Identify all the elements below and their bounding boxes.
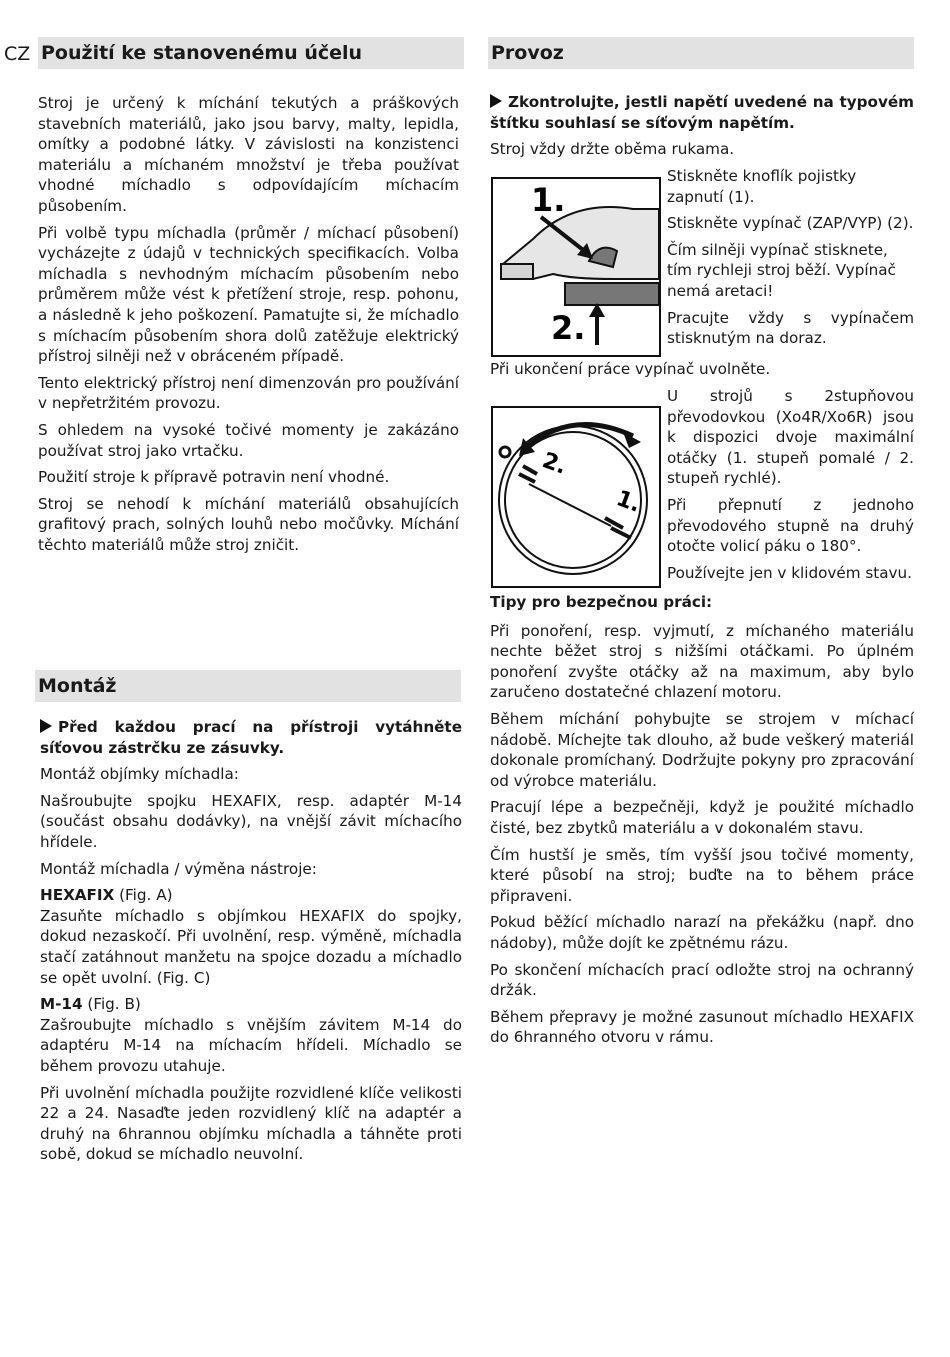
paragraph: Během míchání pohybujte se strojem v míchací nádobě. Míchejte tak dlouho, až bude veškerý materiál dokonale promíchaný. Dodržujte pokyny pro zpracování od výrobce materiálu. <box>490 709 914 790</box>
paragraph: Při ukončení práce vypínač uvolněte. <box>490 360 771 378</box>
intended-use-body <box>38 93 459 561</box>
warning-triangle-icon <box>40 719 52 733</box>
switch-figure <box>491 177 661 357</box>
switch-instructions <box>667 166 914 355</box>
tips-heading: Tipy pro bezpečnou práci: <box>490 593 713 611</box>
figure-label: 1. <box>531 181 566 219</box>
paragraph: Po skončení míchacích prací odložte stroj na ochranný držák. <box>490 960 914 1000</box>
paragraph: Stroj vždy držte oběma rukama. <box>490 140 735 159</box>
paragraph: Tento elektrický přístroj není dimenzován pro používání v nepřetržitém provozu. <box>38 373 459 413</box>
operation-top <box>490 92 914 166</box>
paragraph: Našroubujte spojku HEXAFIX, resp. adaptér M-14 (součást obsahu dodávky), na vnější závit míchacího hřídele. <box>40 791 462 851</box>
paragraph: Během přepravy je možné zasunout míchadlo HEXAFIX do 6hranného otvoru v rámu. <box>490 1007 914 1047</box>
section-heading-intended-use: Použití ke stanovenému účelu <box>38 37 464 69</box>
warning-triangle-icon <box>490 94 502 108</box>
gear-selector-illustration <box>493 408 659 586</box>
paragraph: Zasuňte míchadlo s objímkou HEXAFIX do spojky, dokud nezaskočí. Při uvolnění, resp. výměně, míchadla stačí zatáhnout manžetu na spojce dozadu a míchadlo se opět uvolní. (Fig. C) <box>40 906 462 987</box>
m14-label: M-14 <box>40 995 83 1014</box>
section-heading-assembly: Montáž <box>35 670 461 702</box>
figure-reference: (Fig. B) <box>82 995 141 1014</box>
paragraph: Při volbě typu míchadla (průměr / míchací působení) vycházejte z údajů v technických specifikacích. Volba míchadla s nevhodným míchacím působením nebo průměrem může vést k přetížení stroje, resp. pohonu, a následně k jeho poškození. Pamatujte si, že míchadlo s míchacím působením shora dolů zatěžuje elektrický přístroj silněji než v obráceném případě. <box>38 223 459 366</box>
release-note <box>490 359 914 386</box>
safety-tips <box>490 592 914 1054</box>
paragraph: Při uvolnění míchadla použijte rozvidlené klíče velikosti 22 a 24. Nasaďte jeden rozvidlený klíč na adaptér a druhý na 6hrannou objímku míchadla a táhněte proti sobě, dokud se míchadlo neuvolní. <box>40 1083 462 1164</box>
paragraph: Stiskněte knoflík pojistky zapnutí (1). <box>667 167 857 206</box>
paragraph: Při přepnutí z jednoho převodového stupně na druhý otočte volicí páku o 180°. <box>667 495 914 556</box>
paragraph: Montáž objímky míchadla: <box>40 765 239 784</box>
paragraph: Čím hustší je směs, tím vyšší jsou točivé momenty, které působí na stroj; buďte na to během práce připraveni. <box>490 845 914 905</box>
paragraph: Stiskněte vypínač (ZAP/VYP) (2). <box>667 214 914 233</box>
figure-label: 2. <box>538 448 570 480</box>
paragraph: Stroj je určený k míchání tekutých a práškových stavebních materiálů, jako jsou barvy, malty, lepidla, omítky a podobné látky. V závislosti na konzistenci materiálu a míchaném množství je třeba používat vhodné míchadlo s odpovídajícím míchacím působením. <box>38 94 459 215</box>
paragraph <box>40 885 462 906</box>
switch-illustration <box>493 179 659 355</box>
figure-label: 2. <box>551 309 586 347</box>
paragraph: Stroj se nehodí k míchání materiálů obsahujících grafitový prach, solných louhů nebo močůvky. Míchání těchto materiálů může stroj zničit. <box>38 494 459 554</box>
paragraph: Použití stroje k přípravě potravin není vhodné. <box>38 468 390 487</box>
assembly-body <box>40 717 462 1171</box>
warning-note: Zkontrolujte, jestli napětí uvedené na typovém štítku souhlasí se síťovým napětím. <box>490 93 914 132</box>
paragraph: Montáž míchadla / výměna nástroje: <box>40 859 317 878</box>
paragraph: Pracujte vždy s vypínačem stisknutým na doraz. <box>667 308 914 348</box>
right-column <box>488 37 914 69</box>
figure-reference: (Fig. A) <box>114 886 173 905</box>
paragraph: S ohledem na vysoké točivé momenty je zakázáno používat stroj jako vrtačku. <box>38 420 459 460</box>
paragraph: Pracují lépe a bezpečněji, když je použité míchadlo čisté, bez zbytků materiálu a v dokonalém stavu. <box>490 798 914 837</box>
paragraph: Pokud běžící míchadlo narazí na překážku (např. dno nádoby), může dojít ke zpětnému rázu. <box>490 913 914 952</box>
left-column <box>38 37 464 69</box>
paragraph: Při ponoření, resp. vyjmutí, z míchaného materiálu nechte běžet stroj s nižšími otáčkami. Po úplném ponoření zvyšte otáčky až na maximum, aby bylo zaručeno dostatečné chlazení motoru. <box>490 621 914 702</box>
warning-note: Před každou prací na přístroji vytáhněte síťovou zástrčku ze zásuvky. <box>40 718 462 757</box>
language-code: CZ <box>4 43 31 65</box>
hexafix-label: HEXAFIX <box>40 886 115 905</box>
assembly-section <box>35 670 461 702</box>
section-heading-operation: Provoz <box>488 37 914 69</box>
paragraph: Zašroubujte míchadlo s vnějším závitem M-14 do adaptéru M-14 na míchacím hřídeli. Míchadlo se během provozu utahuje. <box>40 1015 462 1075</box>
figure-label: 1. <box>612 486 644 518</box>
paragraph <box>40 994 462 1015</box>
paragraph: Čím silněji vypínač stisknete, tím rychleji stroj běží. Vypínač nemá aretaci! <box>667 240 896 300</box>
gear-selector-figure <box>491 406 661 588</box>
paragraph: Používejte jen v klidovém stavu. <box>667 563 912 582</box>
paragraph: U strojů s 2stupňovou převodovkou (Xo4R/Xo6R) jsou k dispozici dvoje maximální otáčky (1. stupeň pomalé / 2. stupeň rychlé). <box>667 387 914 488</box>
gear-instructions <box>667 386 914 589</box>
